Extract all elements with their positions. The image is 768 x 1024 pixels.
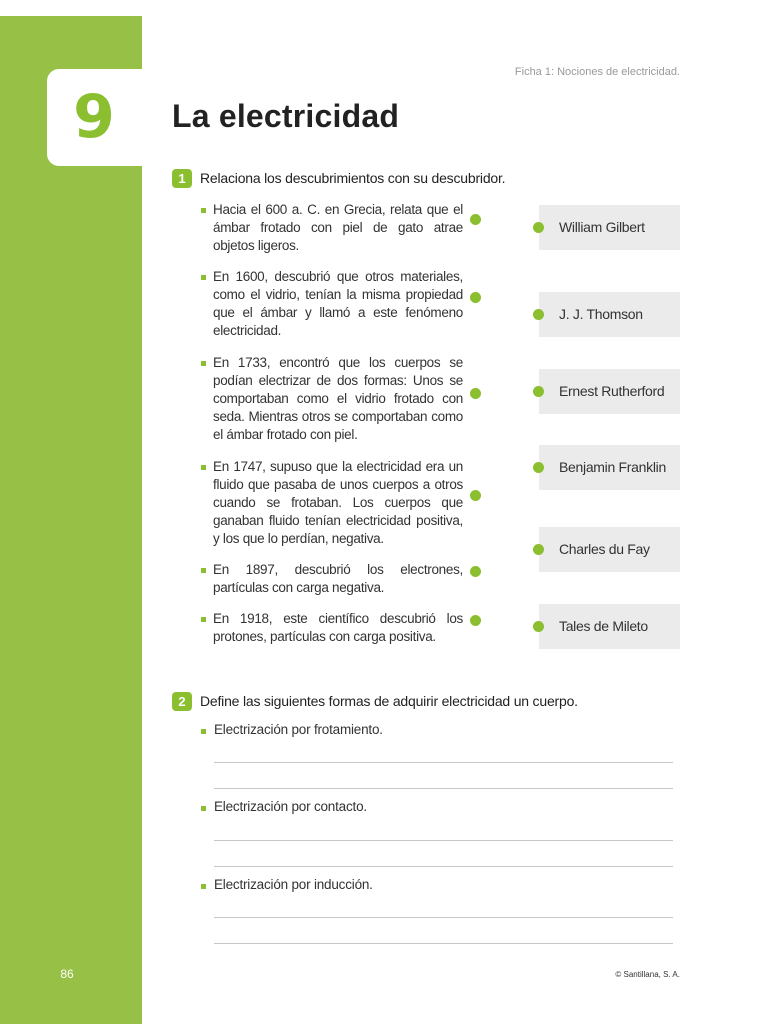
page-number: 86: [60, 967, 74, 981]
discovery-item: [201, 458, 463, 548]
top-margin: [0, 0, 768, 16]
page-title: La electricidad: [172, 98, 400, 134]
bullet-icon: [201, 884, 206, 889]
chapter-number: 9: [73, 82, 113, 152]
scientist-name: Tales de Mileto: [559, 618, 648, 634]
exercise-1-prompt: Relaciona los descubrimientos con su descubridor.: [200, 170, 506, 186]
match-dot-right[interactable]: [533, 386, 544, 397]
match-dot-right[interactable]: [533, 621, 544, 632]
match-dot-right[interactable]: [533, 222, 544, 233]
discovery-text: En 1747, supuso que la electricidad era un fluido que pasaba de unos cuerpos a otros cuando se frotaban. Los cuerpos que ganaban fluido tenían electricidad positiva, y los que lo perdían, negativa.: [213, 459, 463, 546]
discovery-text: En 1897, descubrió los electrones, partículas con carga negativa.: [213, 562, 463, 595]
bullet-icon: [201, 729, 206, 734]
discovery-text: Hacia el 600 a. C. en Grecia, relata que el ámbar frotado con piel de gato atrae objetos ligeros.: [213, 202, 463, 253]
match-dot-left[interactable]: [470, 214, 481, 225]
match-dot-left[interactable]: [470, 292, 481, 303]
scientist-name: Charles du Fay: [559, 541, 650, 557]
copyright-notice: © Santillana, S. A.: [615, 970, 680, 979]
scientist-name: Ernest Rutherford: [559, 383, 665, 399]
scientist-name: William Gilbert: [559, 219, 645, 235]
match-dot-right[interactable]: [533, 544, 544, 555]
answer-line[interactable]: [214, 762, 673, 763]
scientist-name: J. J. Thomson: [559, 306, 643, 322]
answer-line[interactable]: [214, 943, 673, 944]
discovery-text: En 1918, este científico descubrió los protones, partículas con carga positiva.: [213, 611, 463, 644]
answer-line[interactable]: [214, 840, 673, 841]
match-dot-left[interactable]: [470, 388, 481, 399]
discovery-item: [201, 268, 463, 340]
match-dot-left[interactable]: [470, 566, 481, 577]
header-note: Ficha 1: Nociones de electricidad.: [514, 66, 680, 78]
match-dot-right[interactable]: [533, 462, 544, 473]
match-dot-left[interactable]: [470, 615, 481, 626]
discovery-item: [201, 354, 463, 444]
exercise-2-prompt: Define las siguientes formas de adquirir electricidad un cuerpo.: [200, 693, 578, 709]
definition-item: Electrización por frotamiento.: [214, 722, 383, 737]
discovery-text: En 1600, descubrió que otros materiales, como el vidrio, tenían la misma propiedad que el ámbar y llamó a este fenómeno electricidad.: [213, 269, 463, 338]
match-dot-left[interactable]: [470, 490, 481, 501]
answer-line[interactable]: [214, 866, 673, 867]
answer-line[interactable]: [214, 788, 673, 789]
discovery-item: [201, 561, 463, 597]
definition-item: Electrización por contacto.: [214, 799, 367, 814]
answer-line[interactable]: [214, 917, 673, 918]
chapter-sidebar: [0, 16, 142, 1024]
definition-item: Electrización por inducción.: [214, 877, 373, 892]
exercise-2-badge: 2: [172, 692, 192, 711]
match-dot-right[interactable]: [533, 309, 544, 320]
scientist-name: Benjamin Franklin: [559, 459, 666, 475]
discovery-item: [201, 201, 463, 255]
discovery-text: En 1733, encontró que los cuerpos se podían electrizar de dos formas: Unos se comportaban como el vidrio frotado con seda. Mientras otros se comportaban como el ámbar frotado con piel.: [213, 355, 463, 442]
bullet-icon: [201, 806, 206, 811]
discovery-item: [201, 610, 463, 646]
exercise-1-badge: 1: [172, 169, 192, 188]
